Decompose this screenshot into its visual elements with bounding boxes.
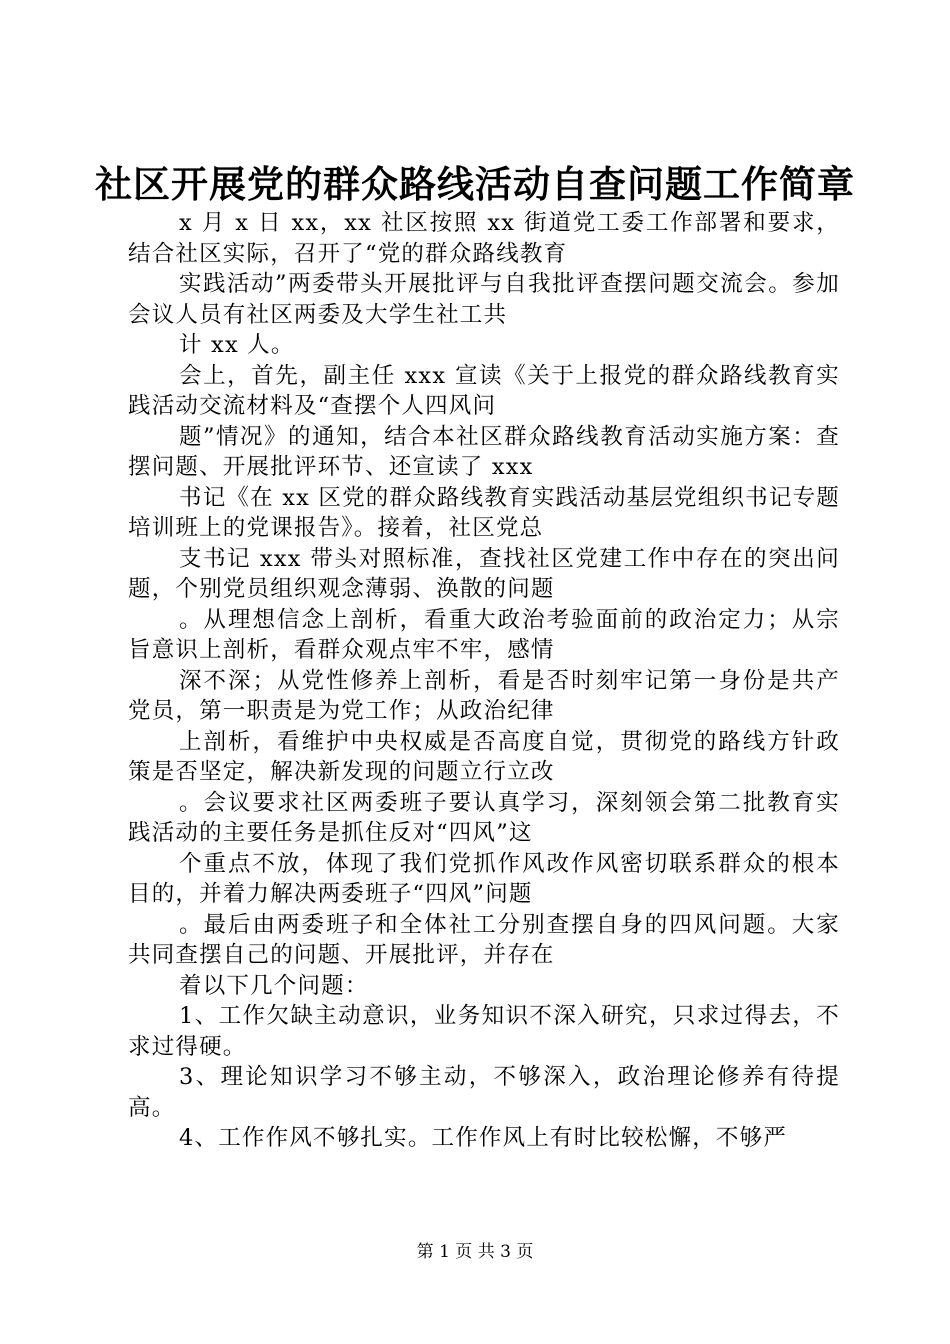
list-item: 3、理论知识学习不够主动，不够深入，政治理论修养有待提高。 [128,1064,840,1121]
list-item: 4、工作作风不够扎实。工作作风上有时比较松懈，不够严 [179,1125,788,1151]
paragraph: 支书记 xxx 带头对照标准，查找社区党建工作中存在的突出问题，个别党员组织观念薄弱、涣散的问题 [128,545,840,602]
paragraph: 深不深；从党性修养上剖析，看是否时刻牢记第一身份是共产党员，第一职责是为党工作；从政治纪律 [128,667,840,724]
page-footer: 第 1 页 共 3 页 [416,1242,534,1262]
paragraph: 。从理想信念上剖析，看重大政治考验面前的政治定力；从宗旨意识上剖析，看群众观点牢不牢，感情 [128,606,840,663]
paragraph: 。会议要求社区两委班子要认真学习，深刻领会第二批教育实践活动的主要任务是抓住反对“四风”这 [128,789,840,846]
paragraph: 。最后由两委班子和全体社工分别查摆自身的四风问题。大家共同查摆自己的问题、开展批评，并存在 [128,911,840,968]
document-title: 社区开展党的群众路线活动自查问题工作简章 [95,162,855,206]
paragraph: 会上，首先，副主任 xxx 宣读《关于上报党的群众路线教育实践活动交流材料及“查摆个人四风问 [128,362,840,419]
paragraph: 题”情况》的通知，结合本社区群众路线教育活动实施方案：查摆问题、开展批评环节、还宣读了 xxx [128,423,840,480]
document-body [128,208,840,1154]
paragraph: 个重点不放，体现了我们党抓作风改作风密切联系群众的根本目的，并着力解决两委班子“四风”问题 [128,850,840,907]
paragraph: 书记《在 xx 区党的群众路线教育实践活动基层党组织书记专题培训班上的党课报告》。接着，社区党总 [128,484,840,541]
paragraph: 计 xx 人。 [179,332,295,358]
paragraph: 上剖析，看维护中央权威是否高度自觉，贯彻党的路线方针政策是否坚定，解决新发现的问题立行立改 [128,728,840,785]
paragraph: 着以下几个问题： [179,972,369,999]
paragraph: 实践活动”两委带头开展批评与自我批评查摆问题交流会。参加会议人员有社区两委及大学生社工共 [128,271,840,328]
list-item: 1、工作欠缺主动意识，业务知识不深入研究，只求过得去，不求过得硬。 [128,1003,840,1060]
paragraph: x 月 x 日 xx，xx 社区按照 xx 街道党工委工作部署和要求，结合社区实际，召开了“党的群众路线教育 [128,210,840,267]
